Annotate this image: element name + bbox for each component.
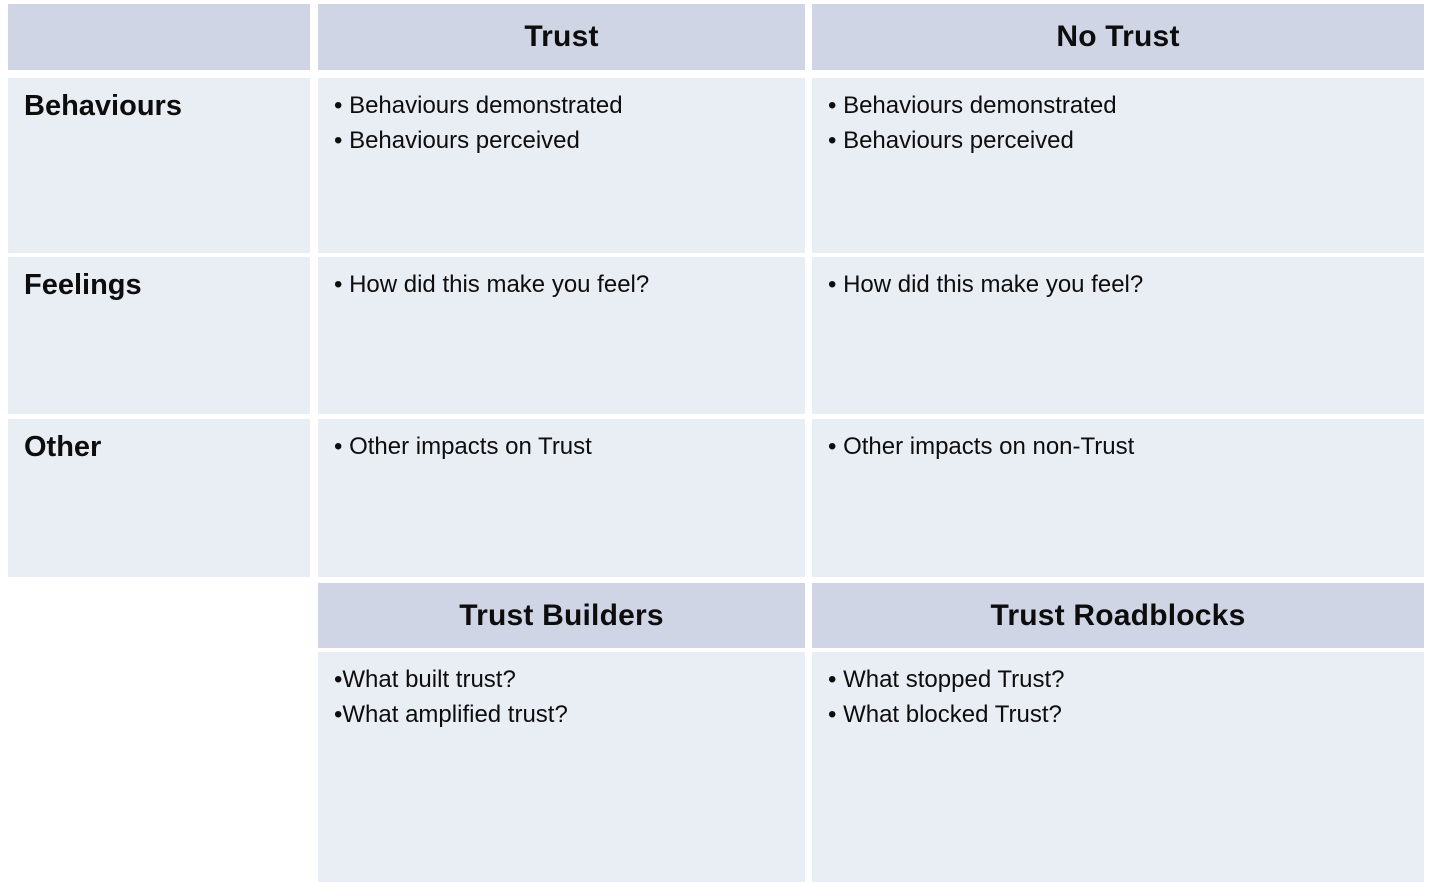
bullet-item: • Behaviours perceived (334, 127, 580, 154)
column-header-trust-builders (318, 583, 805, 648)
bullet-item: •What built trust? (334, 666, 516, 693)
bullet-item: • What stopped Trust? (828, 666, 1065, 693)
row-label-feelings: Feelings (8, 257, 310, 414)
cell-other-no-trust (812, 419, 1424, 577)
bullet-item: • Other impacts on non-Trust (828, 433, 1135, 460)
bullet-item: •What amplified trust? (334, 701, 568, 728)
column-header-trust-builders-label: Trust Builders (459, 598, 664, 632)
cell-feelings-trust (318, 257, 805, 414)
cell-trust-roadblocks (812, 652, 1424, 882)
cell-trust-builders (318, 652, 805, 882)
row-label-other: Other (8, 419, 310, 577)
column-header-no-trust-label: No Trust (1056, 20, 1180, 53)
bullet-item: • Other impacts on Trust (334, 433, 592, 460)
cell-other-trust (318, 419, 805, 577)
column-header-no-trust (812, 4, 1424, 70)
column-header-trust-roadblocks-label: Trust Roadblocks (990, 598, 1246, 632)
top-table-corner-cell (8, 4, 310, 70)
column-header-trust-label: Trust (524, 20, 599, 53)
column-header-trust-roadblocks (812, 583, 1424, 648)
column-header-trust (318, 4, 805, 70)
bullet-item: • Behaviours demonstrated (334, 92, 623, 119)
bullet-item: • How did this make you feel? (828, 271, 1144, 298)
bullet-item: • Behaviours perceived (828, 127, 1074, 154)
cell-feelings-no-trust (812, 257, 1424, 414)
cell-behaviours-trust (318, 78, 805, 253)
bullet-item: • How did this make you feel? (334, 271, 650, 298)
bullet-item: • What blocked Trust? (828, 701, 1062, 728)
cell-behaviours-no-trust (812, 78, 1424, 253)
bullet-item: • Behaviours demonstrated (828, 92, 1117, 119)
row-label-behaviours: Behaviours (8, 78, 310, 253)
